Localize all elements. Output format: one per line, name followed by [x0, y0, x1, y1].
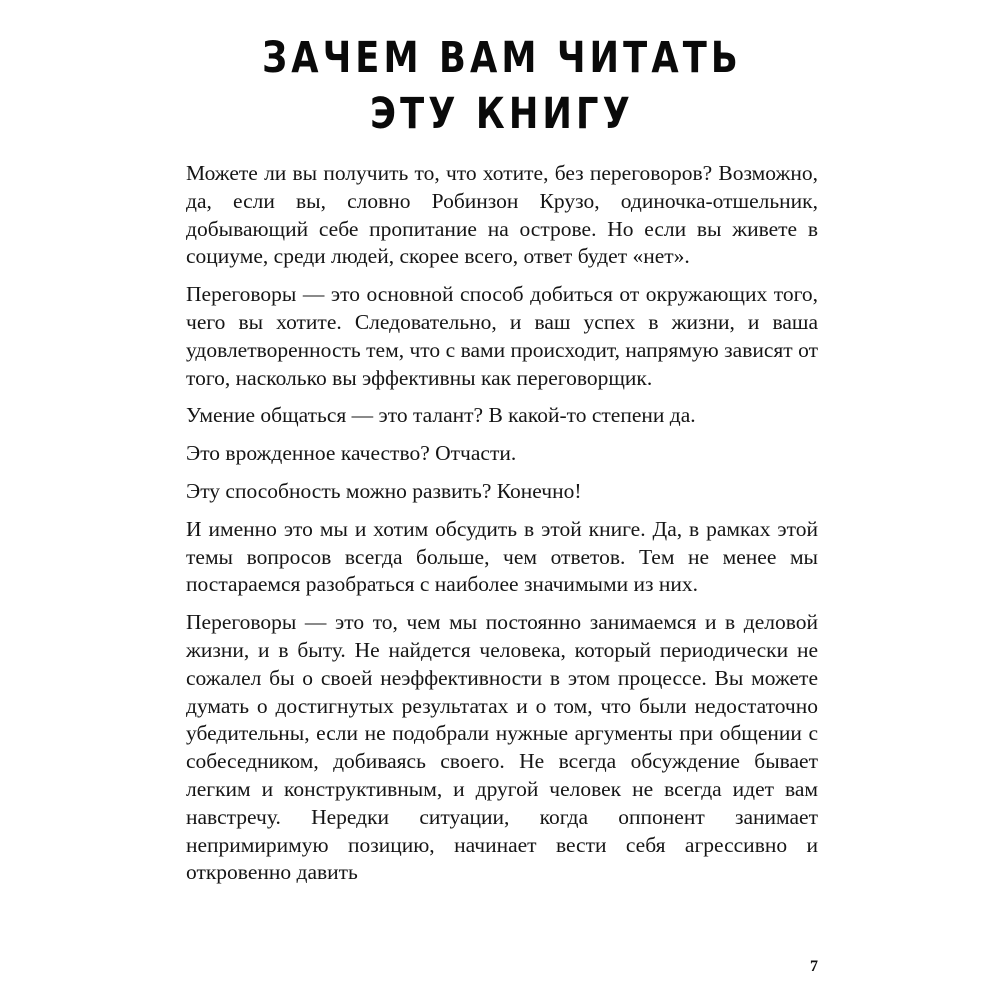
paragraph-3: Умение общаться — это талант? В какой-то степени да.: [186, 403, 696, 428]
paragraph-2: Переговоры — это основной способ добиться от окружающих того, чего вы хотите. Следовательно, и ваш успех в жизни, и ваша удовлетворенность тем, что с вами происходит, напрямую зависят от того, насколько вы эффективны как переговорщик.: [186, 282, 818, 390]
paragraph-1: Можете ли вы получить то, что хотите, без переговоров? Возможно, да, если вы, словно Робинзон Крузо, одиночка-отшельник, добывающий себе пропитание на острове. Но если вы живете в социуме, среди людей, скорее всего, ответ будет «нет».: [186, 161, 818, 269]
paragraph-7: Переговоры — это то, чем мы постоянно занимаемся и в деловой жизни, и в быту. Не найдется человека, который периодически не сожалел бы о своей неэффективности в этом процессе. Вы можете думать о достигнутых результатах и о том, что были недостаточно убедительны, если не подобрали нужные аргументы при общении с собеседником, добиваясь своего. Не всегда обсуждение бывает легким и конструктивным, и другой человек не всегда идет вам навстречу. Нередки ситуации, когда оппонент занимает непримиримую позицию, начинает вести себя агрессивно и откровенно давить: [186, 610, 818, 885]
paragraph-5: Эту способность можно развить? Конечно!: [186, 478, 582, 503]
paragraph-6: И именно это мы и хотим обсудить в этой книге. Да, в рамках этой темы вопросов всегда больше, чем ответов. Тем не менее мы постараемся разобраться с наиболее значимыми из них.: [186, 516, 818, 597]
book-page: [186, 30, 818, 990]
page-number: 7: [810, 958, 818, 975]
chapter-title-line-2: ЭТУ КНИГУ: [370, 89, 634, 139]
chapter-title: [243, 30, 761, 142]
paragraph-4: Это врожденное качество? Отчасти.: [186, 441, 517, 466]
chapter-body: [186, 160, 818, 887]
chapter-title-line-1: ЗАЧЕМ ВАМ ЧИТАТЬ: [262, 33, 742, 83]
